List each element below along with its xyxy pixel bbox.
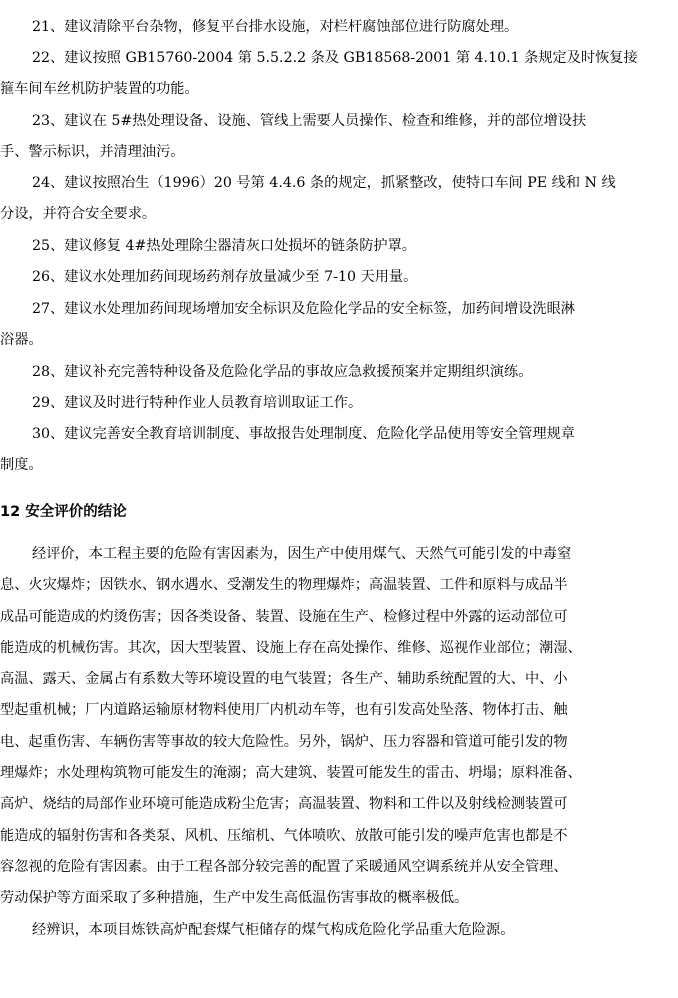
text-line: 27、建议水处理加药间现场增加安全标识及危险化学品的安全标签，加药间增设洗眼淋 (32, 301, 575, 317)
recommendation-item-24 (0, 168, 678, 231)
text-line: 手、警示标识，并清理油污。 (0, 144, 185, 161)
text-line: 能造成的辐射伤害和各类泵、风机、压缩机、气体喷吹、放散可能引发的噪声危害也都是不 (0, 827, 568, 844)
conclusion-paragraph (0, 539, 678, 915)
text-line: 经辨识，本项目炼铁高炉配套煤气柜储存的煤气构成危险化学品重大危险源。 (32, 922, 515, 938)
recommendation-item-27 (0, 294, 678, 357)
recommendation-item-26 (0, 262, 678, 293)
recommendation-item-29 (0, 388, 678, 419)
text-line: 高温、露天、金属占有系数大等环境设置的电气装置；各生产、辅助系统配置的大、中、小 (0, 671, 568, 688)
text-line: 容忽视的危险有害因素。由于工程各部分较完善的配置了采暖通风空调系统并从安全管理、 (0, 858, 568, 875)
text-line: 26、建议水处理加药间现场药剂存放量减少至 7-10 天用量。 (32, 269, 418, 285)
recommendation-item-30 (0, 419, 678, 482)
recommendation-item-28 (0, 357, 678, 388)
text-line: 劳动保护等方面采取了多种措施，生产中发生高低温伤害事故的概率极低。 (0, 890, 469, 907)
text-line: 制度。 (0, 457, 43, 474)
text-line: 29、建议及时进行特种作业人员教育培训取证工作。 (32, 395, 363, 411)
text-line: 24、建议按照冶生（1996）20 号第 4.4.6 条的规定，抓紧整改，使特口车间 PE 线和 N 线 (32, 175, 616, 191)
text-line: 22、建议按照 GB15760-2004 第 5.5.2.2 条及 GB18568-2001 第 4.10.1 条规定及时恢复接 (32, 50, 638, 66)
text-line: 成品可能造成的灼烫伤害；因各类设备、装置、设施在生产、检修过程中外露的运动部位可 (0, 608, 568, 625)
text-line: 型起重机械；厂内道路运输原材物料使用厂内机动车等，也有引发高处坠落、物体打击、触 (0, 702, 568, 719)
text-line: 21、建议清除平台杂物，修复平台排水设施，对栏杆腐蚀部位进行防腐处理。 (32, 19, 519, 35)
text-line: 高炉、烧结的局部作业环境可能造成粉尘危害；高温装置、物料和工件以及射线检测装置可 (0, 796, 568, 813)
section-heading: 12 安全评价的结论 (0, 504, 127, 520)
text-line: 28、建议补充完善特种设备及危险化学品的事故应急救援预案并定期组织演练。 (32, 364, 533, 380)
recommendation-item-22 (0, 43, 678, 106)
text-line: 分设，并符合安全要求。 (0, 206, 157, 223)
text-line: 23、建议在 5#热处理设备、设施、管线上需要人员操作、检查和维修，并的部位增设扶 (32, 113, 587, 129)
text-line: 30、建议完善安全教育培训制度、事故报告处理制度、危险化学品使用等安全管理规章 (32, 426, 575, 442)
text-line: 25、建议修复 4#热处理除尘器清灰口处损坏的链条防护罩。 (32, 238, 416, 254)
text-line: 浴器。 (0, 332, 43, 349)
text-line: 箍车间车丝机防护装置的功能。 (0, 81, 199, 98)
text-line: 息、火灾爆炸；因铁水、钢水遇水、受潮发生的物理爆炸；高温装置、工件和原料与成品半 (0, 577, 568, 594)
recommendation-item-25 (0, 231, 678, 262)
recommendation-item-23 (0, 106, 678, 169)
recommendation-item-21 (0, 12, 678, 43)
text-line: 能造成的机械伤害。其次，因大型装置、设施上存在高处操作、维修、巡视作业部位；潮湿、 (0, 639, 582, 656)
text-line: 经评价，本工程主要的危险有害因素为，因生产中使用煤气、天然气可能引发的中毒窒 (32, 546, 572, 562)
major-hazard-paragraph (0, 915, 678, 946)
text-line: 理爆炸；水处理构筑物可能发生的淹溺；高大建筑、装置可能发生的雷击、坍塌；原料准备、 (0, 765, 582, 782)
text-line: 电、起重伤害、车辆伤害等事故的较大危险性。另外，锅炉、压力容器和管道可能引发的物 (0, 733, 568, 750)
